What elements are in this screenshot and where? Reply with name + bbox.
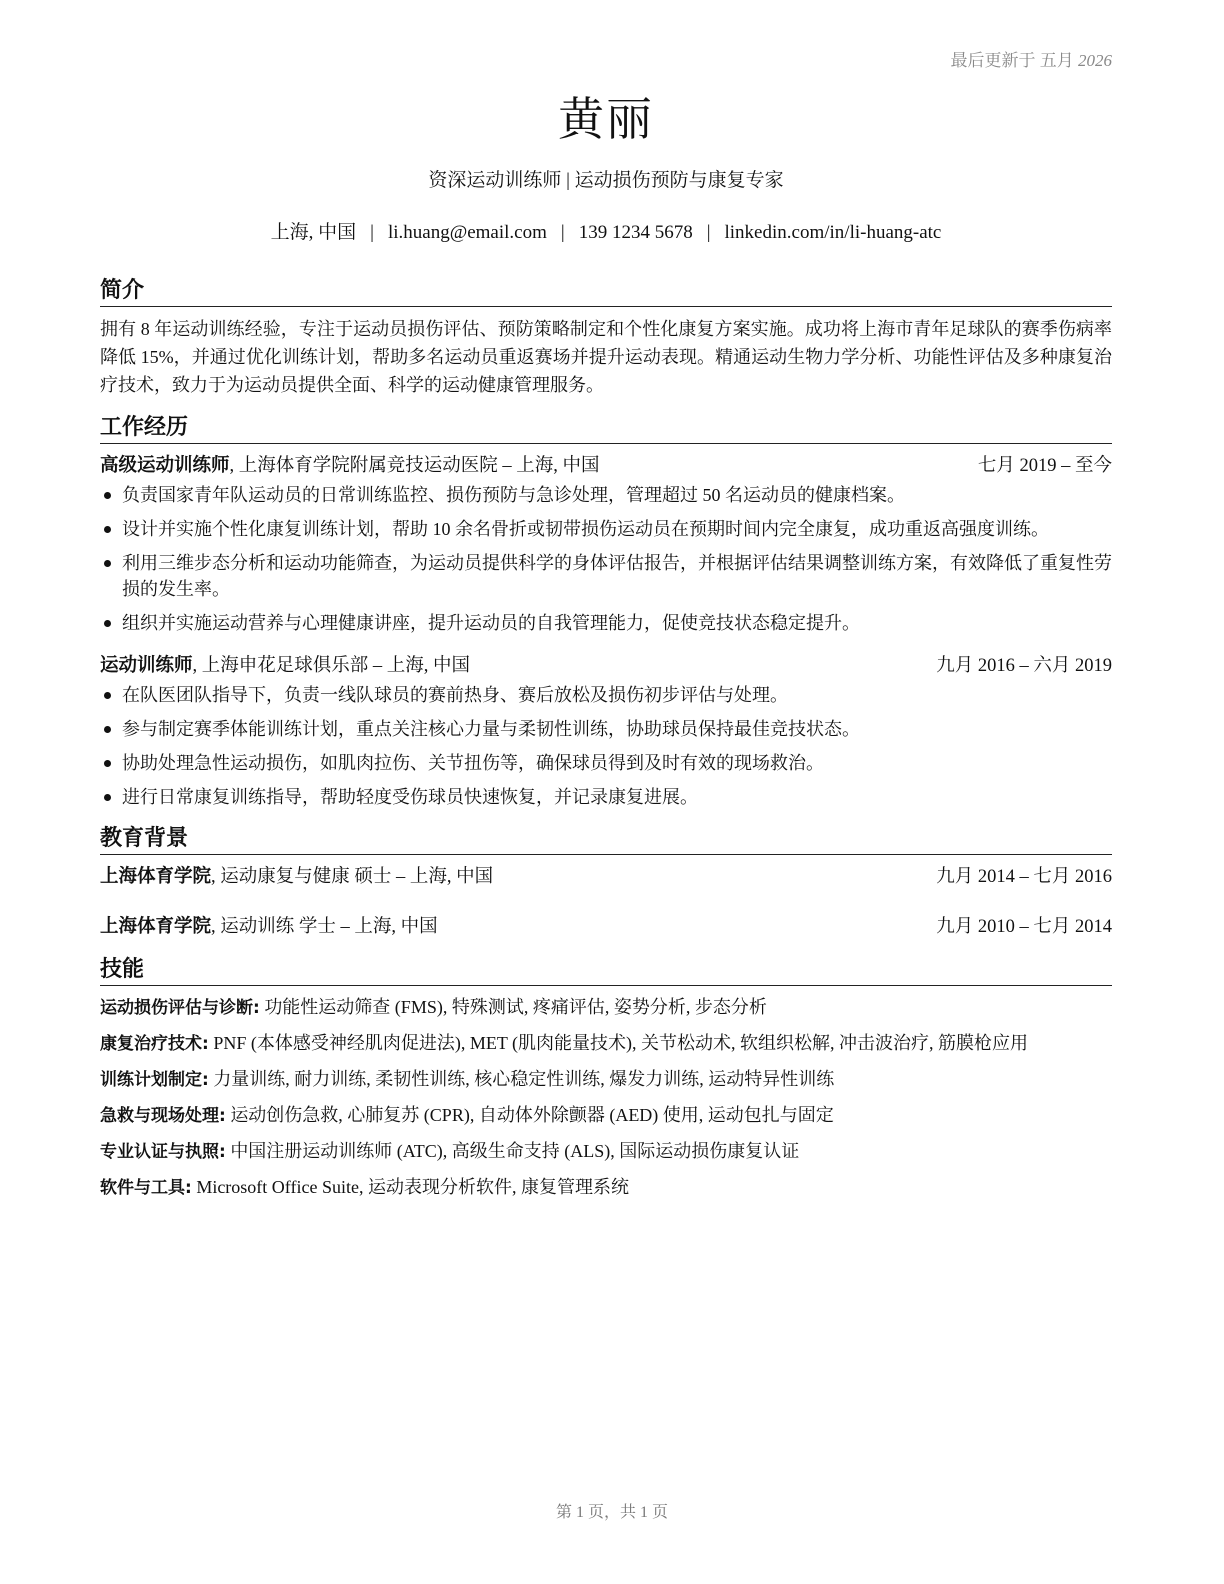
summary-section — [100, 276, 1112, 399]
skill-values: 力量训练, 耐力训练, 柔韧性训练, 核心稳定性训练, 爆发力训练, 运动特异性训练 — [208, 1069, 835, 1089]
contact-email[interactable]: li.huang@email.com — [387, 222, 547, 243]
job-bullets — [100, 682, 1112, 810]
person-name: 黄丽 — [558, 92, 654, 146]
list-item: 在队医团队指导下，负责一线队球员的赛前热身、赛后放松及损伤初步评估与处理。 — [100, 682, 1112, 708]
skill-category: 运动损伤评估与诊断: — [100, 998, 260, 1018]
job-dates: 九月 2016 – 六月 2019 — [936, 656, 1112, 676]
section-title: 技能 — [100, 955, 1112, 986]
list-item: 组织并实施运动营养与心理健康讲座，提升运动员的自我管理能力，促使竞技状态稳定提升。 — [100, 610, 1112, 636]
job-role: 运动训练师 — [100, 655, 193, 676]
skill-values: PNF (本体感受神经肌肉促进法), MET (肌肉能量技术), 关节松动术, 软组织松解, 冲击波治疗, 筋膜枪应用 — [208, 1033, 1028, 1053]
job-header — [100, 452, 1112, 480]
contact-location: 上海, 中国 — [270, 222, 357, 243]
contact-separator: | — [370, 222, 374, 243]
list-item: 负责国家青年队运动员的日常训练监控、损伤预防与急诊处理，管理超过 50 名运动员的健康档案。 — [100, 482, 1112, 508]
job-role: 高级运动训练师 — [100, 455, 230, 476]
page-number-footer: 第 1 页，共 1 页 — [555, 1504, 668, 1521]
last-updated-year: 2026 — [1078, 51, 1112, 70]
last-updated-label: 最后更新于 五月 — [950, 51, 1074, 70]
education-dates: 九月 2010 – 七月 2014 — [936, 917, 1112, 937]
contact-separator: | — [560, 222, 565, 243]
job-dates: 七月 2019 – 至今 — [977, 456, 1112, 476]
skills-section — [100, 955, 1112, 1201]
experience-section — [100, 413, 1112, 810]
job-bullets — [100, 482, 1112, 636]
skill-values: 中国注册运动训练师 (ATC), 高级生命支持 (ALS), 国际运动损伤康复认证 — [225, 1141, 800, 1161]
skill-category: 软件与工具: — [100, 1178, 192, 1198]
education-line — [100, 913, 438, 941]
summary-text: 拥有 8 年运动训练经验，专注于运动员损伤评估、预防策略制定和个性化康复方案实施。成功将上海市青年足球队的赛季伤病率降低 15%，并通过优化训练计划，帮助多名运动员重返赛场并提升运动表现。精通运动生物力学分析、功能性评估及多种康复治疗技术，致力于为运动员提供全面、科学的运动健康管理服务。 — [100, 319, 1112, 395]
contact-separator: | — [706, 222, 711, 243]
skill-row — [100, 1030, 1112, 1057]
job-employer: , 上海体育学院附属竞技运动医院 – 上海, 中国 — [229, 456, 600, 476]
skill-row — [100, 1102, 1112, 1129]
education-section — [100, 824, 1112, 941]
list-item: 进行日常康复训练指导，帮助轻度受伤球员快速恢复，并记录康复进展。 — [100, 784, 1112, 810]
skill-values: 运动创伤急救, 心肺复苏 (CPR), 自动体外除颤器 (AED) 使用, 运动包扎与固定 — [225, 1105, 834, 1125]
skill-category: 急救与现场处理: — [100, 1106, 226, 1126]
contact-linkedin[interactable]: linkedin.com/in/li-huang-atc — [724, 222, 942, 243]
skill-category: 训练计划制定: — [100, 1070, 209, 1090]
job-employer: , 上海申花足球俱乐部 – 上海, 中国 — [192, 656, 471, 676]
skill-category: 专业认证与执照: — [100, 1142, 226, 1162]
last-updated — [951, 46, 1113, 71]
job-entry — [100, 452, 1112, 636]
section-title: 教育背景 — [100, 824, 1112, 855]
section-title: 工作经历 — [100, 413, 1112, 444]
education-line — [100, 863, 493, 891]
education-degree: , 运动训练 学士 – 上海, 中国 — [211, 917, 438, 937]
skill-category: 康复治疗技术: — [100, 1034, 209, 1054]
skill-row — [100, 1066, 1112, 1093]
job-header — [100, 652, 1112, 680]
section-title: 简介 — [100, 276, 1112, 307]
list-item: 设计并实施个性化康复训练计划，帮助 10 余名骨折或韧带损伤运动员在预期时间内完全康复，成功重返高强度训练。 — [100, 516, 1112, 542]
skill-values: 功能性运动筛查 (FMS), 特殊测试, 疼痛评估, 姿势分析, 步态分析 — [259, 997, 767, 1017]
skill-row — [100, 1138, 1112, 1165]
education-entry — [100, 863, 1112, 891]
contact-line — [100, 220, 1112, 246]
list-item: 协助处理急性运动损伤，如肌肉拉伤、关节扭伤等，确保球员得到及时有效的现场救治。 — [100, 750, 1112, 776]
skill-row — [100, 994, 1112, 1021]
job-entry — [100, 652, 1112, 810]
education-school: 上海体育学院 — [100, 866, 212, 887]
headline: 资深运动训练师 | 运动损伤预防与康复专家 — [428, 170, 784, 191]
education-dates: 九月 2014 – 七月 2016 — [936, 867, 1112, 887]
education-entry — [100, 913, 1112, 941]
job-title-line — [100, 652, 470, 680]
list-item: 利用三维步态分析和运动功能筛查，为运动员提供科学的身体评估报告，并根据评估结果调整训练方案，有效降低了重复性劳损的发生率。 — [100, 550, 1112, 602]
education-school: 上海体育学院 — [100, 916, 212, 937]
job-title-line — [100, 452, 600, 480]
skill-row — [100, 1174, 1112, 1201]
contact-phone: 139 1234 5678 — [578, 222, 693, 243]
list-item: 参与制定赛季体能训练计划，重点关注核心力量与柔韧性训练，协助球员保持最佳竞技状态。 — [100, 716, 1112, 742]
education-degree: , 运动康复与健康 硕士 – 上海, 中国 — [211, 867, 494, 887]
skill-values: Microsoft Office Suite, 运动表现分析软件, 康复管理系统 — [191, 1177, 629, 1197]
